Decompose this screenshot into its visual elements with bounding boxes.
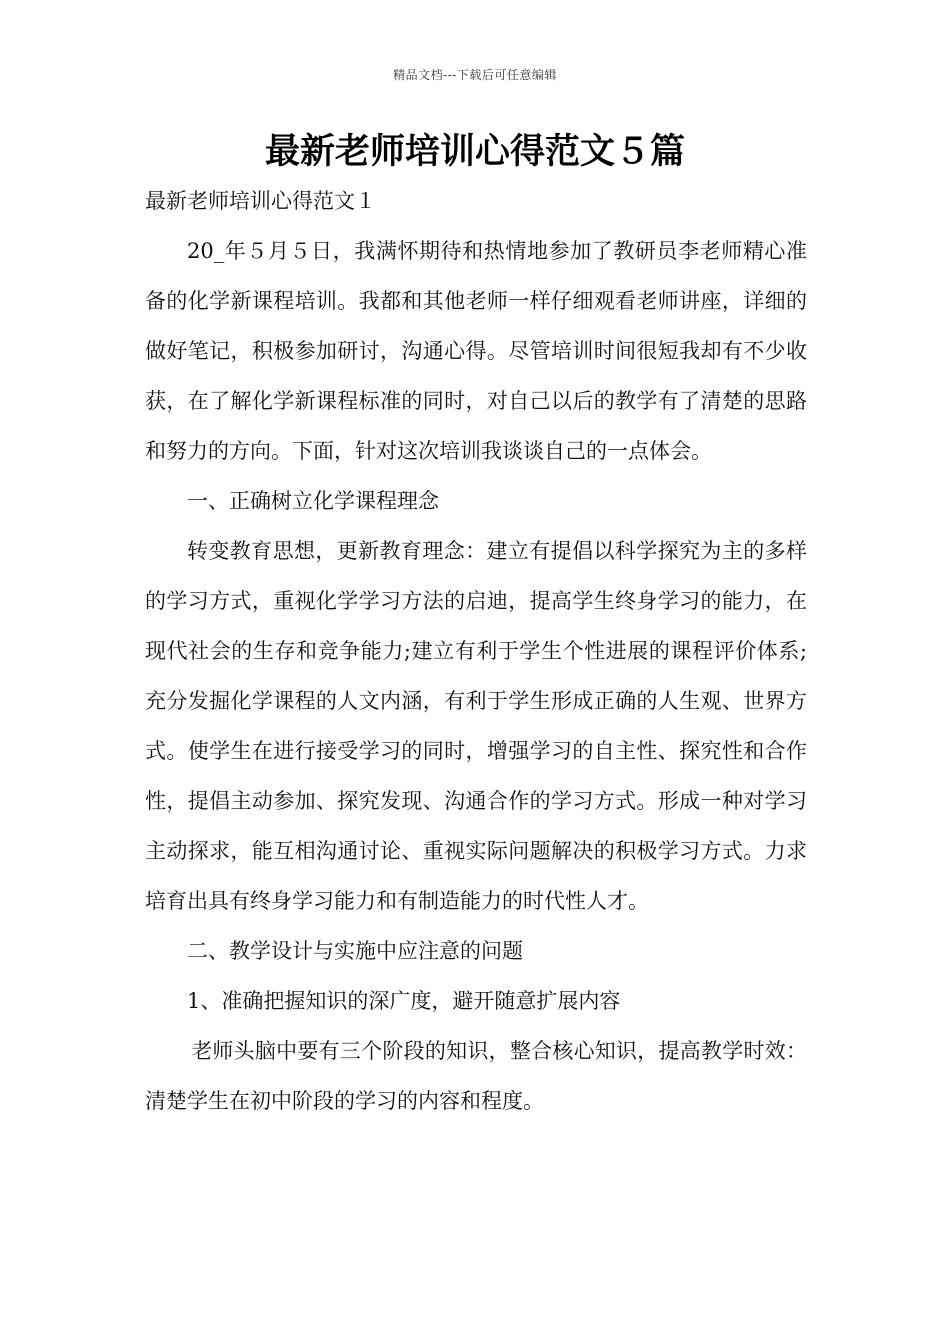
document-title: 最新老师培训心得范文５篇 <box>264 131 685 172</box>
header-note: 精品文档---下载后可任意编辑 <box>393 68 557 82</box>
paragraph-subsection-1: 老师头脑中要有三个阶段的知识，整合核心知识，提高教学时效：清楚学生在初中阶段的学习的内容和程度。 <box>145 1039 807 1113</box>
paragraph-intro: 20_年５月５日，我满怀期待和热情地参加了教研员李老师精心准备的化学新课程培训。我都和其他老师一样仔细观看老师讲座，详细的做好笔记，积极参加研讨，沟通心得。尽管培训时间很短我却有不少收获，在了解化学新课程标准的同时，对自己以后的教学有了清楚的思路和努力的方向。下面，针对这次培训我谈谈自己的一点体会。 <box>145 239 807 463</box>
heading-section-2: 二、教学设计与实施中应注意的问题 <box>187 939 523 963</box>
document-body <box>145 176 807 1126</box>
section-subtitle: 最新老师培训心得范文１ <box>145 189 376 213</box>
paragraph-section-1: 转变教育思想，更新教育理念：建立有提倡以科学探究为主的多样的学习方式，重视化学学习方法的启迪，提高学生终身学习的能力，在现代社会的生存和竞争能力;建立有利于学生个性进展的课程评价体系;充分发掘化学课程的人文内涵，有利于学生形成正确的人生观、世界方式。使学生在进行接受学习的同时，增强学习的自主性、探究性和合作性，提倡主动参加、探究发现、沟通合作的学习方式。形成一种对学习主动探求，能互相沟通讨论、重视实际问题解决的积极学习方式。力求培育出具有终身学习能力和有制造能力的时代性人才。 <box>145 539 807 913</box>
heading-subsection-1: 1、准确把握知识的深广度，避开随意扩展内容 <box>187 989 621 1013</box>
heading-section-1: 一、正确树立化学课程理念 <box>187 489 439 513</box>
